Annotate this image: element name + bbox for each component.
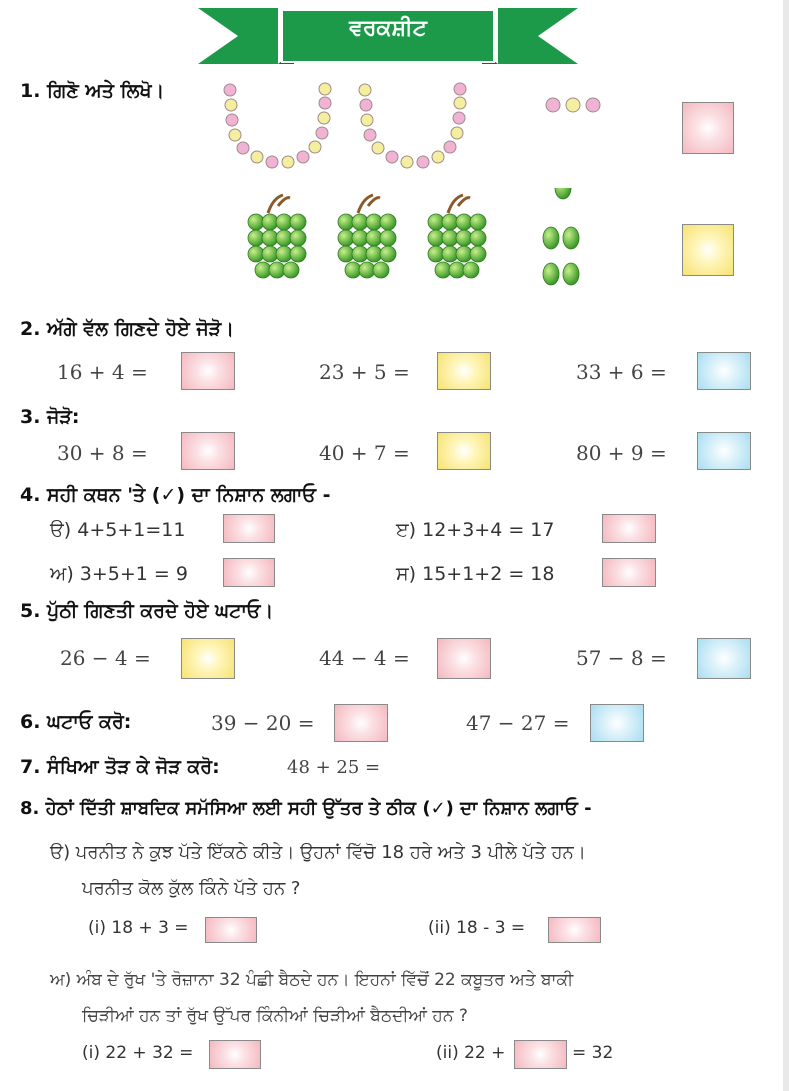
q8b-option-2-left: (ii) 22 + (436, 1043, 506, 1063)
q2-eq-3: 33 + 6 = (576, 360, 667, 384)
q3-eq-3: 80 + 9 = (576, 441, 667, 465)
q4-check-box-d[interactable] (602, 558, 656, 587)
q6-answer-box-2[interactable] (590, 704, 644, 742)
q8b-option-1: (i) 22 + 32 = (82, 1043, 194, 1063)
q3-eq-2: 40 + 7 = (319, 441, 410, 465)
q4-option-a: ੳ) 4+5+1=11 (50, 519, 186, 541)
q8b-option-2-right: = 32 (572, 1043, 614, 1063)
q6-label: 6. ਘਟਾਓ ਕਰੋ: (20, 711, 132, 733)
q3-label: 3. ਜੋੜੋ: (20, 406, 80, 428)
q3-answer-box-3[interactable] (697, 432, 751, 470)
q5-eq-1: 26 − 4 = (60, 646, 151, 670)
q4-label: 4. ਸਹੀ ਕਥਨ 'ਤੇ (✓) ਦਾ ਨਿਸ਼ਾਨ ਲਗਾਓ - (20, 484, 331, 506)
q8a-check-box-2[interactable] (548, 917, 601, 943)
q5-answer-box-3[interactable] (697, 638, 751, 679)
q1-label: 1. ਗਿਣੋ ਅਤੇ ਲਿਖੋ। (20, 80, 165, 102)
q6-answer-box-1[interactable] (334, 704, 388, 742)
q8a-option-2: (ii) 18 - 3 = (428, 918, 526, 938)
q2-eq-2: 23 + 5 = (319, 360, 410, 384)
q2-eq-1: 16 + 4 = (57, 360, 148, 384)
q6-eq-2: 47 − 27 = (466, 711, 570, 735)
q8b-answer-box[interactable] (514, 1040, 567, 1069)
q2-answer-box-2[interactable] (437, 352, 491, 390)
q4-check-box-c[interactable] (602, 514, 656, 543)
q8b-line2: ਚਿੜੀਆਂ ਹਨ ਤਾਂ ਰੁੱਖ ਉੱਪਰ ਕਿੰਨੀਆਂ ਚਿੜੀਆਂ ਬੈਠਦੀਆਂ ਹਨ ? (82, 1006, 468, 1026)
q5-answer-box-1[interactable] (181, 638, 235, 679)
q4-option-b: ਅ) 3+5+1 = 9 (50, 563, 188, 585)
worksheet-title: ਵਰਕਸ਼ੀਟ (349, 16, 427, 41)
q8-label: 8. ਹੇਠਾਂ ਦਿੱਤੀ ਸ਼ਾਬਦਿਕ ਸਮੱਸਿਆ ਲਈ ਸਹੀ ਉੱਤਰ ਤੇ ਠੀਕ (✓) ਦਾ ਨਿਸ਼ਾਨ ਲਗਾਓ - (20, 798, 592, 819)
q2-answer-box-1[interactable] (181, 352, 235, 390)
q1-answer-box-grapes[interactable] (682, 224, 734, 276)
page-edge (783, 0, 789, 1091)
q8a-check-box-1[interactable] (205, 917, 257, 943)
q4-option-d: ਸ) 15+1+2 = 18 (396, 563, 555, 585)
q2-label: 2. ਅੱਗੇ ਵੱਲ ਗਿਣਦੇ ਹੋਏ ਜੋੜੋ। (20, 318, 235, 340)
q3-answer-box-2[interactable] (437, 432, 491, 470)
q2-answer-box-3[interactable] (697, 352, 751, 390)
q8a-option-1: (i) 18 + 3 = (88, 918, 189, 938)
q3-answer-box-1[interactable] (181, 432, 235, 470)
grapes-image (238, 188, 598, 303)
q5-label: 5. ਪੁੱਠੀ ਗਿਣਤੀ ਕਰਦੇ ਹੋਏ ਘਟਾਓ। (20, 600, 274, 622)
q5-eq-2: 44 − 4 = (319, 646, 410, 670)
bead-strings-image (215, 80, 615, 180)
q4-check-box-a[interactable] (223, 514, 275, 543)
q5-eq-3: 57 − 8 = (576, 646, 667, 670)
q8b-line1: ਅ) ਅੰਬ ਦੇ ਰੁੱਖ 'ਤੇ ਰੋਜ਼ਾਨਾ 32 ਪੰਛੀ ਬੈਠਦੇ ਹਨ। ਇਹਨਾਂ ਵਿੱਚੋਂ 22 ਕਬੂਤਰ ਅਤੇ ਬਾਕੀ (50, 970, 574, 990)
q4-option-c: ੲ) 12+3+4 = 17 (396, 519, 555, 541)
q7-label: 7. ਸੰਖਿਆ ਤੋੜ ਕੇ ਜੋੜ ਕਰੋ: (20, 756, 220, 778)
q1-answer-box-beads[interactable] (682, 102, 734, 154)
q8a-line2: ਪਰਨੀਤ ਕੋਲ ਕੁੱਲ ਕਿੰਨੇ ਪੱਤੇ ਹਨ ? (82, 878, 301, 899)
q7-expression: 48 + 25 = (287, 757, 381, 778)
q3-eq-1: 30 + 8 = (57, 441, 148, 465)
q6-eq-1: 39 − 20 = (211, 711, 315, 735)
q8b-check-box-1[interactable] (209, 1040, 261, 1069)
q5-answer-box-2[interactable] (437, 638, 491, 679)
q8a-line1: ੳ) ਪਰਨੀਤ ਨੇ ਕੁਝ ਪੱਤੇ ਇੱਕਠੇ ਕੀਤੇ। ਉਹਨਾਂ ਵਿੱਚੋ 18 ਹਰੇ ਅਤੇ 3 ਪੀਲੇ ਪੱਤੇ ਹਨ। (50, 842, 586, 863)
q4-check-box-b[interactable] (223, 558, 275, 587)
